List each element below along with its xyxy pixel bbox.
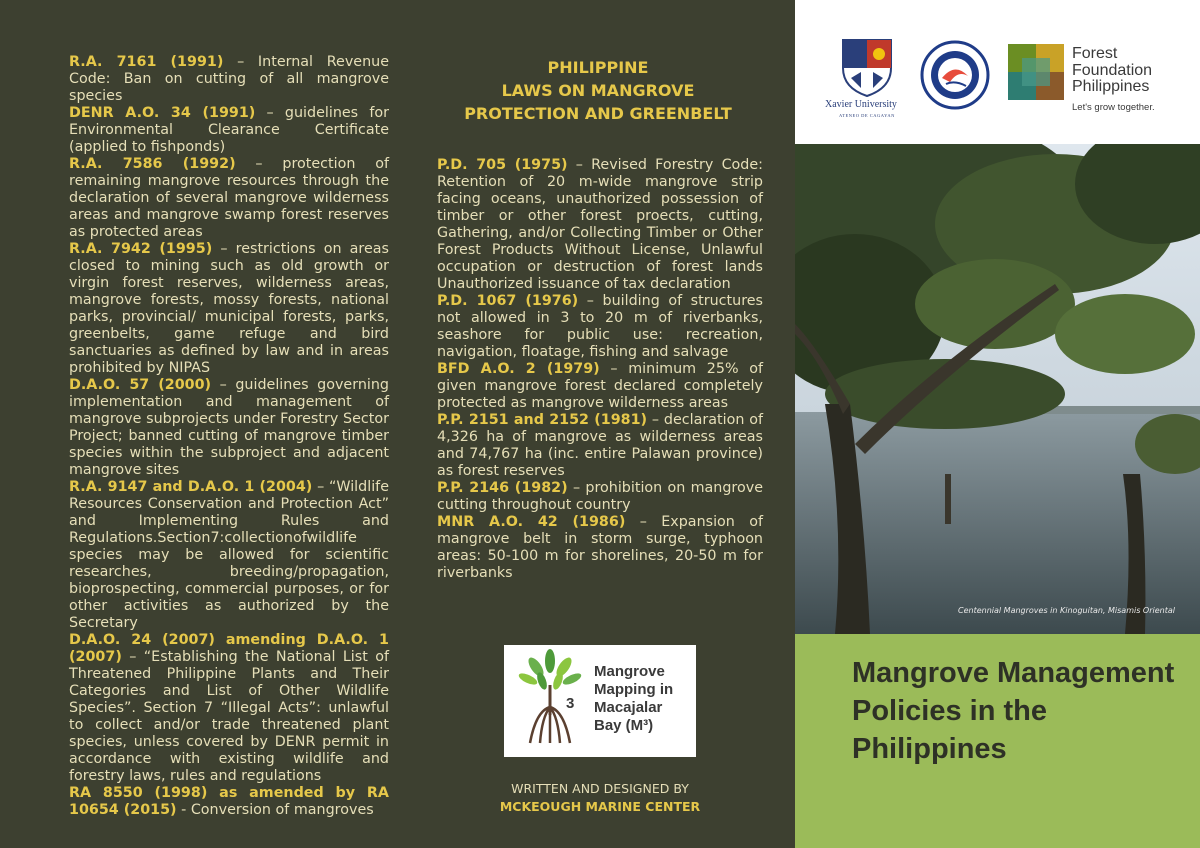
law-code: RA 8550 (1998) as amended by RA 10654 (2015) <box>69 785 389 818</box>
law-item <box>69 377 389 479</box>
law-text: – Internal Revenue Code: Ban on cutting of all mangrove species <box>69 54 389 104</box>
law-text: – Expansion of mangrove belt in storm surge, typhoon areas: 50-100 m for shorelines, 20-50 m for riverbanks <box>437 514 764 581</box>
law-code: D.A.O. 57 (2000) <box>69 377 212 393</box>
law-text: – “Wildlife Resources Conservation and Protection Act” and Implementing Rules and Regulations.Section7:collectionofwildlife species may be allowed for scientific researches, breeding/propagation, bioprospecting, commercial purposes, or for other activities as authorized by the Secretary <box>69 479 390 631</box>
logo-number: 3 <box>566 695 575 712</box>
law-item <box>437 514 763 582</box>
law-text: – guidelines governing implementation and management of mangrove subprojects under Forestry Sector Project; banned cutting of mangrove timber species within the subproject and adjacent mangrove sites <box>69 377 390 478</box>
law-item <box>69 54 389 105</box>
law-text: – guidelines for Environmental Clearance Certificate (applied to fishponds) <box>69 105 389 155</box>
xavier-university-name: Xavier University <box>825 99 897 110</box>
law-code: R.A. 7161 (1991) <box>69 54 224 70</box>
m3-logo <box>504 645 696 757</box>
law-item <box>437 293 763 361</box>
credits <box>440 780 760 816</box>
section-title <box>425 56 771 125</box>
law-code: P.D. 1067 (1976) <box>437 293 579 309</box>
mangrove-icon <box>510 645 590 757</box>
law-text: – prohibition on mangrove cutting throughout country <box>437 480 763 513</box>
law-item <box>69 785 389 819</box>
law-code: R.A. 9147 and D.A.O. 1 (2004) <box>69 479 313 495</box>
left-laws-list <box>69 54 389 819</box>
law-code: R.A. 7586 (1992) <box>69 156 236 172</box>
law-code: P.P. 2151 and 2152 (1981) <box>437 412 648 428</box>
law-text: – restrictions on areas closed to mining such as old growth or virgin forest reserves, wilderness areas, mangrove forests, mossy forests, national parks, provincial/ municipal forests, parks, greenbelts, game refuge and bird sanctuaries as defined by law and in areas prohibited by NIPAS <box>69 241 389 376</box>
law-item <box>437 157 763 293</box>
law-text: - Conversion of mangroves <box>176 802 374 818</box>
law-item <box>437 361 763 412</box>
law-text: – declaration of 4,326 ha of mangrove as wilderness areas and 74,767 ha (inc. entire Palawan province) as forest reserves <box>437 412 763 479</box>
law-item <box>69 241 389 377</box>
law-item <box>69 105 389 156</box>
forest-foundation-name: Forest Foundation Philippines <box>1072 45 1153 95</box>
law-text: – minimum 25% of given mangrove forest declared completely protected as mangrove wilderness areas <box>437 361 763 411</box>
forest-foundation-tagline: Let's grow together. <box>1072 102 1155 113</box>
xavier-university-sub: ATENEO DE CAGAYAN <box>839 113 895 118</box>
section-title-line: PHILIPPINE <box>547 58 649 77</box>
law-code: MNR A.O. 42 (1986) <box>437 514 626 530</box>
law-item <box>69 156 389 241</box>
credits-org: MCKEOUGH MARINE CENTER <box>499 799 701 814</box>
logo-text: Mangrove Mapping in Macajalar Bay (M³) <box>594 663 674 734</box>
university-seal-icon <box>920 40 990 110</box>
brochure-title: Mangrove Management Policies in the Philippines <box>852 657 1175 765</box>
law-text: – Revised Forestry Code: Retention of 20 m-wide mangrove strip facing oceans, unauthorized possession of timber or other forest proects, cutting, Gathering, and/or Collecting Timber or Other Forest Products Without License, Unlawful occupation or destruction of forest lands Unauthorized issuance of tax declaration <box>437 157 763 292</box>
photo-caption: Centennial Mangroves in Kinoguitan, Misamis Oriental <box>958 606 1175 615</box>
xavier-shield-icon <box>839 38 895 98</box>
title-panel <box>795 634 1200 848</box>
middle-laws-list <box>437 157 763 582</box>
mangrove-photo-illustration <box>795 144 1200 634</box>
law-text: – building of structures not allowed in 3 to 20 m of riverbanks, seashore for public use: recreation, navigation, floatage, fishing and salvage <box>437 293 763 360</box>
forest-foundation-icon <box>1008 44 1064 100</box>
section-title-line: LAWS ON MANGROVE <box>501 81 695 100</box>
law-item <box>437 412 763 480</box>
law-code: D.A.O. 24 (2007) amending D.A.O. 1 (2007) <box>69 632 389 665</box>
mangrove-photo <box>795 144 1200 634</box>
law-code: P.P. 2146 (1982) <box>437 480 568 496</box>
credits-label: WRITTEN AND DESIGNED BY <box>511 781 689 796</box>
law-code: DENR A.O. 34 (1991) <box>69 105 256 121</box>
law-item <box>69 479 389 632</box>
law-item <box>437 480 763 514</box>
law-text: – “Establishing the National List of Threatened Philippine Plants and Their Categories and List of Other Wildlife Species”. Section 7 “Illegal Acts”: unlawful to collect and/or trade threatened plant species, unless covered by DENR permit in accordance with existing wildlife and forestry laws, rules and regulations <box>69 649 389 784</box>
section-title-line: PROTECTION AND GREENBELT <box>464 104 732 123</box>
law-item <box>69 632 389 785</box>
law-code: P.D. 705 (1975) <box>437 157 568 173</box>
law-code: R.A. 7942 (1995) <box>69 241 213 257</box>
law-text: – protection of remaining mangrove resources through the declaration of several mangrove wilderness areas and mangrove swamp forest reserves as protected areas <box>69 156 389 240</box>
law-code: BFD A.O. 2 (1979) <box>437 361 600 377</box>
